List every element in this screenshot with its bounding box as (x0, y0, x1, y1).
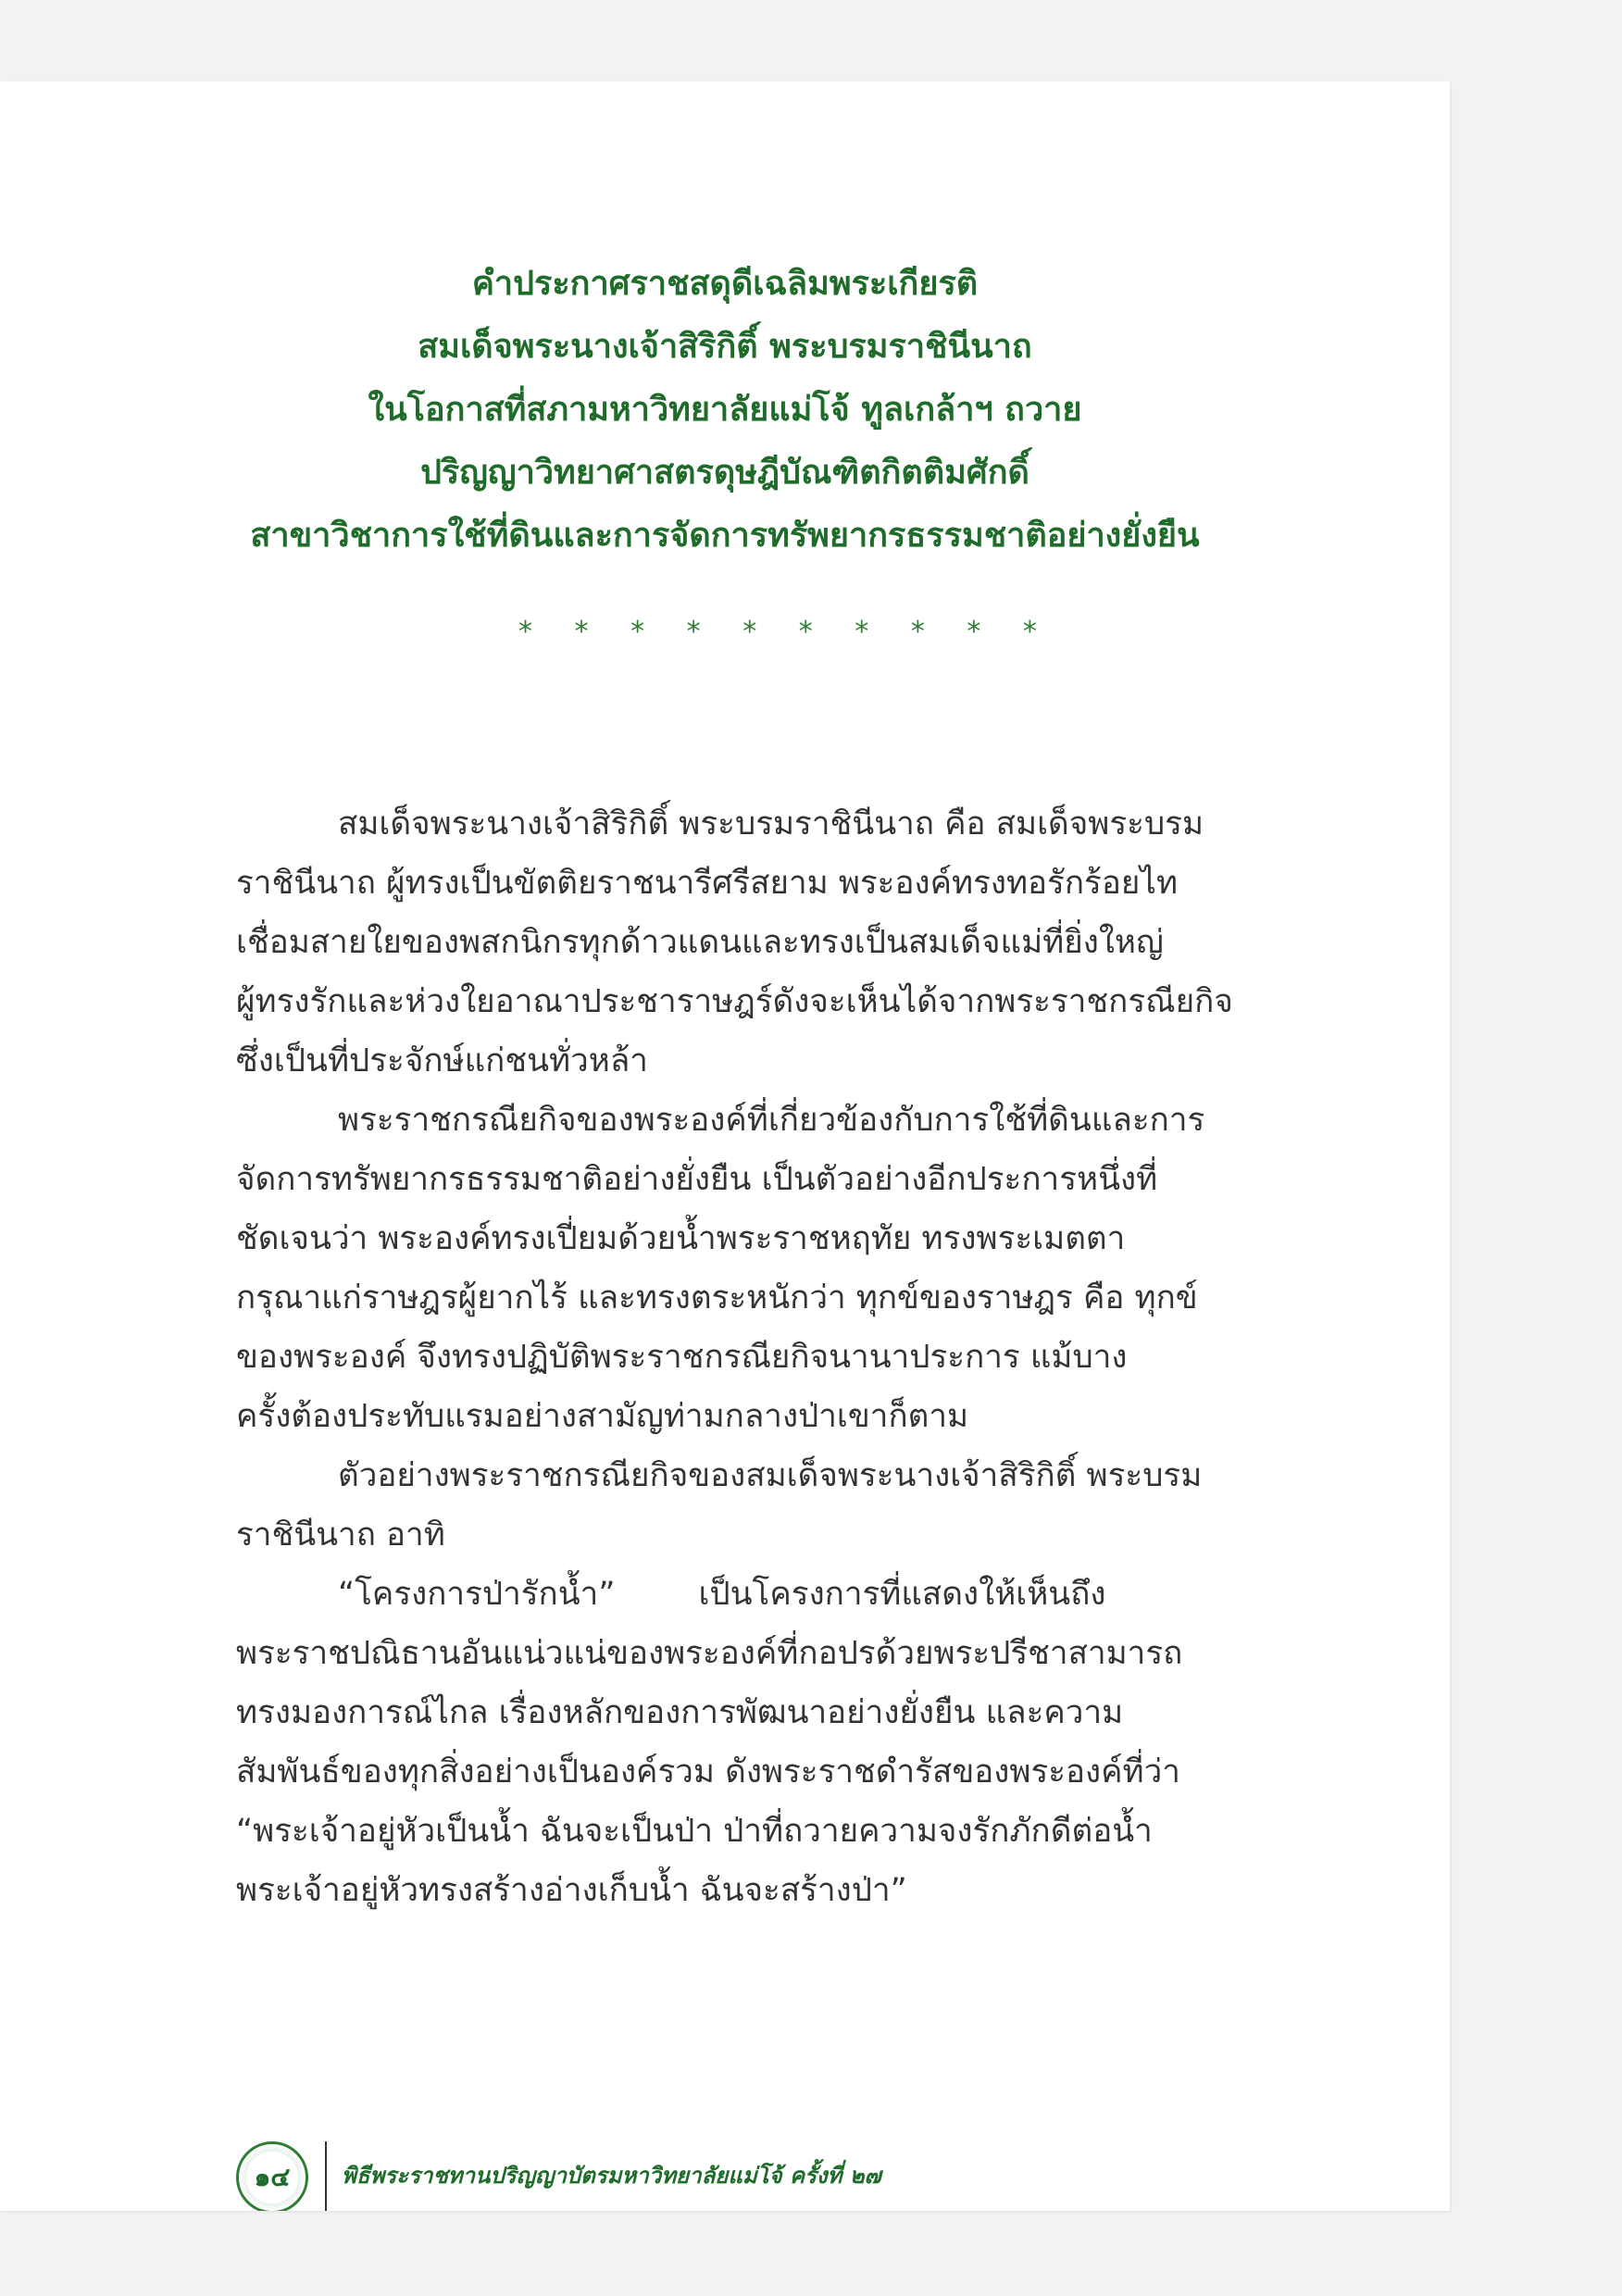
heading-line-2: สมเด็จพระนางเจ้าสิริกิติ์ พระบรมราชินีนาถ (418, 328, 1032, 366)
star-glyph: * (518, 616, 532, 648)
star-glyph: * (910, 616, 925, 648)
star-glyph: * (630, 616, 645, 648)
project-description: เป็นโครงการที่แสดงให้เห็นถึง (698, 1576, 1106, 1613)
star-glyph: * (686, 616, 701, 648)
footer-caption: พิธีพระราชทานปริญญาบัตรมหาวิทยาลัยแม่โจ้ ครั้งที่ ๒๗ (342, 2162, 881, 2189)
footer-divider (325, 2141, 327, 2211)
paragraph-1-line: ราชินีนาถ ผู้ทรงเป็นขัตติยราชนารีศรีสยาม พระองค์ทรงทอรักร้อยไท (236, 865, 1179, 902)
star-separator (518, 618, 1037, 646)
paragraph-3-line: ราชินีนาถ อาทิ (236, 1516, 445, 1554)
paragraph-2-line: ของพระองค์ จึงทรงปฏิบัติพระราชกรณียกิจนานาประการ แม้บาง (236, 1339, 1128, 1376)
document-page (0, 81, 1450, 2211)
heading-line-3: ในโอกาสที่สภามหาวิทยาลัยแม่โจ้ ทูลเกล้าฯ ถวาย (368, 391, 1082, 429)
paragraph-1-line: สมเด็จพระนางเจ้าสิริกิติ์ พระบรมราชินีนาถ คือ สมเด็จพระบรม (338, 805, 1204, 842)
proclamation-heading (0, 253, 1450, 568)
star-glyph: * (1022, 616, 1037, 648)
paragraph-1-line: เชื่อมสายใยของพสกนิกรทุกด้าวแดนและทรงเป็นสมเด็จแม่ที่ยิ่งใหญ่ (236, 924, 1164, 961)
page-number: ๑๔ (254, 2162, 291, 2192)
star-glyph: * (574, 616, 589, 648)
paragraph-2-line: พระราชกรณียกิจของพระองค์ที่เกี่ยวข้องกับการใช้ที่ดินและการ (338, 1102, 1205, 1139)
paragraph-3-line: ตัวอย่างพระราชกรณียกิจของสมเด็จพระนางเจ้าสิริกิติ์ พระบรม (338, 1457, 1203, 1494)
page-number-seal (236, 2141, 308, 2211)
star-glyph: * (798, 616, 813, 648)
paragraph-2-line: ครั้งต้องประทับแรมอย่างสามัญท่ามกลางป่าเขาก็ตาม (236, 1398, 969, 1435)
paragraph-4-line: “พระเจ้าอยู่หัวเป็นน้ำ ฉันจะเป็นป่า ป่าที่ถวายความจงรักภักดีต่อน้ำ (236, 1813, 1153, 1850)
heading-line-4: ปริญญาวิทยาศาสตรดุษฎีบัณฑิตกิตติมศักดิ์ (420, 454, 1029, 492)
paragraph-1-line: ซึ่งเป็นที่ประจักษ์แก่ชนทั่วหล้า (236, 1042, 648, 1079)
paragraph-4-line: สัมพันธ์ของทุกสิ่งอย่างเป็นองค์รวม ดังพระราชดำรัสของพระองค์ที่ว่า (236, 1753, 1180, 1791)
star-glyph: * (855, 616, 869, 648)
paragraph-4-line: พระเจ้าอยู่หัวทรงสร้างอ่างเก็บน้ำ ฉันจะสร้างป่า” (236, 1872, 907, 1909)
paragraph-4-first-line (236, 1565, 1329, 1624)
paragraph-4-line: ทรงมองการณ์ไกล เรื่องหลักของการพัฒนาอย่างยั่งยืน และความ (236, 1694, 1124, 1731)
star-glyph: * (967, 616, 981, 648)
page-footer (236, 2141, 881, 2211)
body-text (236, 794, 1329, 1920)
paragraph-1-line: ผู้ทรงรักและห่วงใยอาณาประชาราษฎร์ดังจะเห็นได้จากพระราชกรณียกิจ (236, 983, 1233, 1020)
paragraph-2-line: กรุณาแก่ราษฎรผู้ยากไร้ และทรงตระหนักว่า ทุกข์ของราษฎร คือ ทุกข์ (236, 1279, 1198, 1316)
project-name-quote: “โครงการป่ารักน้ำ” (338, 1576, 616, 1613)
heading-line-5: สาขาวิชาการใช้ที่ดินและการจัดการทรัพยากรธรรมชาติอย่างยั่งยืน (250, 517, 1200, 555)
paragraph-2-line: ชัดเจนว่า พระองค์ทรงเปี่ยมด้วยน้ำพระราชหฤทัย ทรงพระเมตตา (236, 1220, 1126, 1257)
star-glyph: * (742, 616, 757, 648)
paragraph-2-line: จัดการทรัพยากรธรรมชาติอย่างยั่งยืน เป็นตัวอย่างอีกประการหนึ่งที่ (236, 1161, 1158, 1198)
paragraph-4-line: พระราชปณิธานอันแน่วแน่ของพระองค์ที่กอปรด้วยพระปรีชาสามารถ (236, 1635, 1183, 1672)
heading-line-1: คำประกาศราชสดุดีเฉลิมพระเกียรติ (471, 265, 979, 303)
